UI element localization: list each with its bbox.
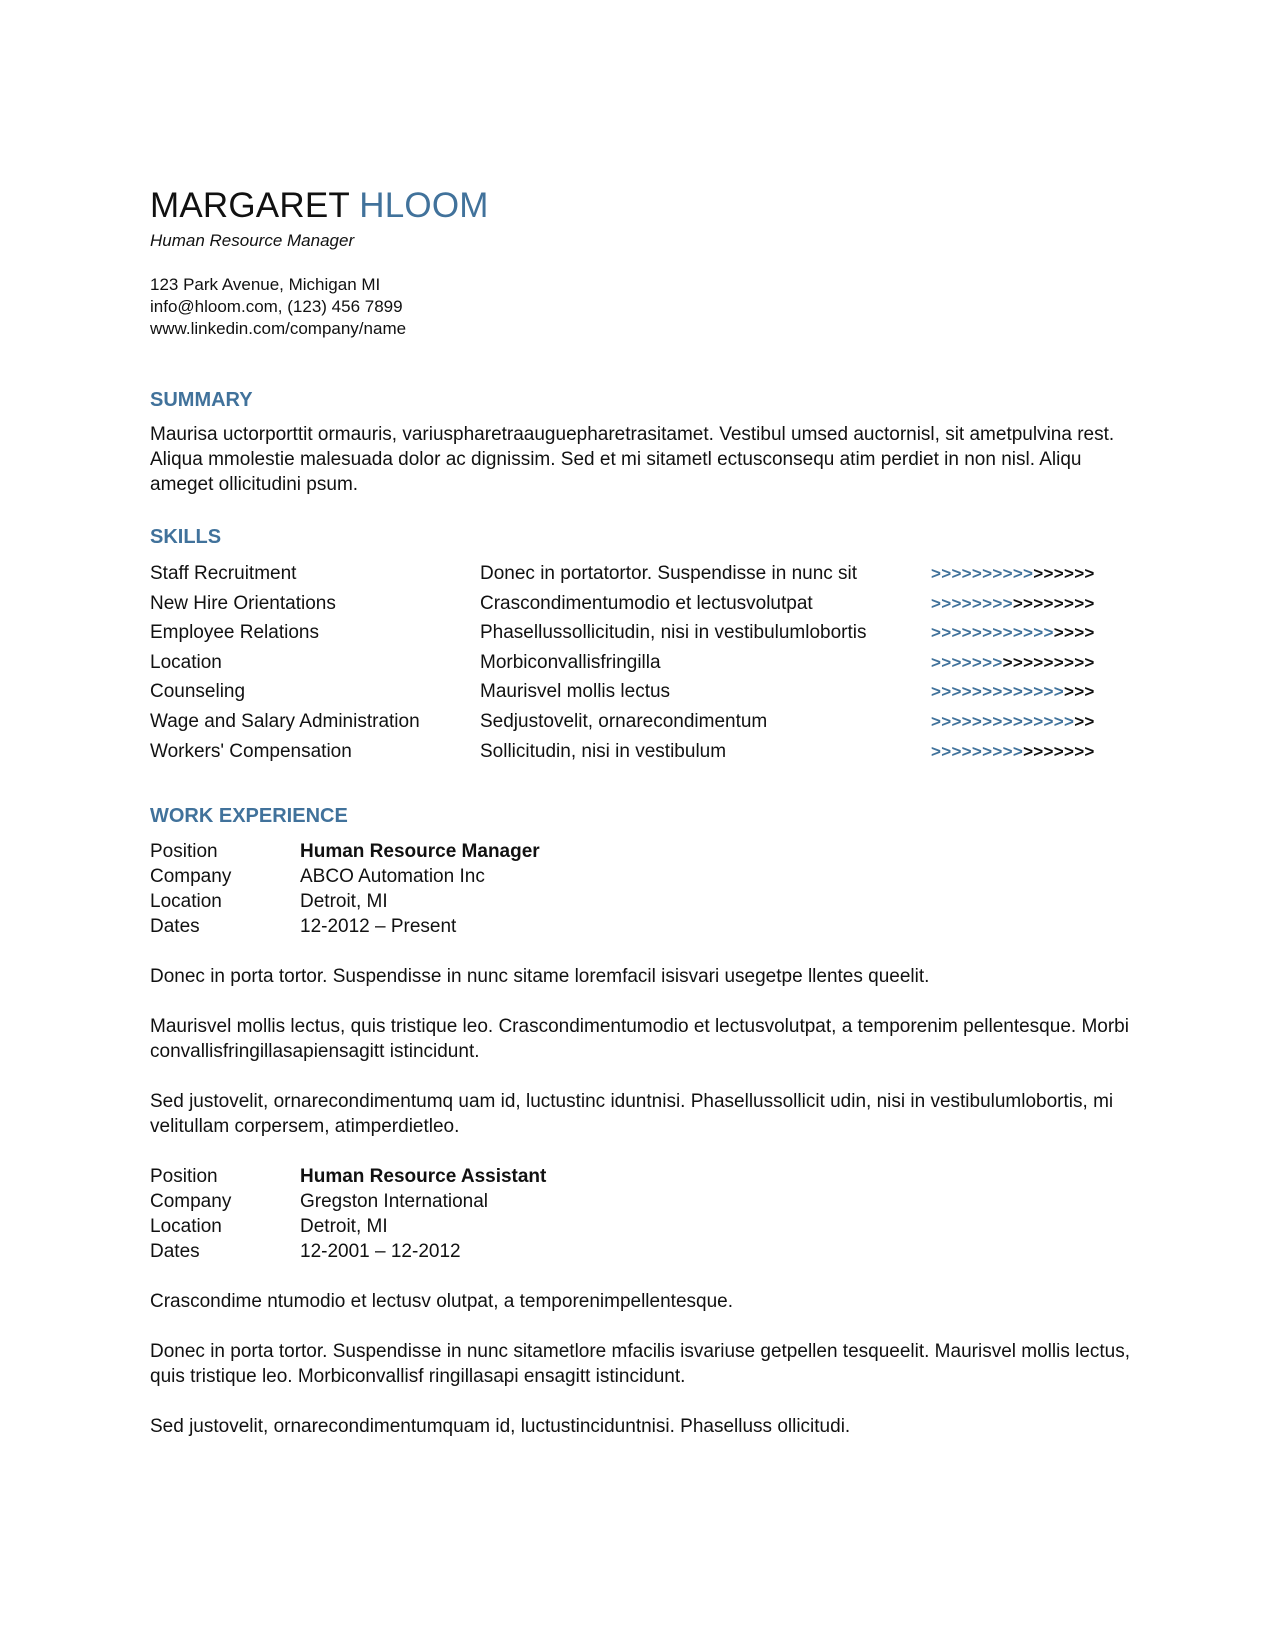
skill-name: New Hire Orientations: [150, 592, 336, 614]
skill-name: Staff Recruitment: [150, 563, 297, 584]
skill-level-filled: >>>>>>>>>>: [931, 564, 1034, 583]
skill-name: Workers' Compensation: [150, 740, 352, 762]
job-position-row: [150, 839, 1130, 864]
job-dates-row: [150, 914, 1130, 939]
job-company-value: Gregston International: [300, 1191, 489, 1213]
skill-level-remaining: >>: [1074, 711, 1095, 731]
skill-name: Counseling: [150, 681, 246, 703]
skill-row: [150, 648, 1130, 678]
summary-heading: SUMMARY: [150, 389, 253, 411]
skill-level-filled: >>>>>>>>: [931, 593, 1013, 613]
skill-row: [150, 707, 1130, 737]
job-dates-value: 12-2001 – 12-2012: [300, 1241, 461, 1263]
work-experience-heading: WORK EXPERIENCE: [150, 805, 348, 828]
skill-description: Sedjustovelit, ornarecondimentum: [480, 710, 768, 732]
skill-row: [150, 589, 1130, 619]
skill-level-filled: >>>>>>>>>>>>>: [931, 682, 1064, 702]
skill-level-indicator: [931, 737, 1095, 767]
skill-level-remaining: >>>>>>>: [1023, 741, 1095, 761]
skill-description: Maurisvel mollis lectus: [480, 681, 671, 703]
job-dates-value: 12-2012 – Present: [300, 916, 457, 938]
job-description-paragraph: Maurisvel mollis lectus, quis tristique leo. Crascondimentumodio et lectusvolutpat, a temporenim pellentesque. Morbi convallisfringillasapiensagitt istincidunt.: [150, 1016, 1129, 1063]
skill-name: Employee Relations: [150, 622, 319, 644]
job-company-label: Company: [150, 1191, 232, 1213]
job-dates-label: Dates: [150, 916, 200, 938]
skill-level-filled: >>>>>>>>>: [931, 741, 1024, 761]
resume-page: [150, 186, 1130, 1439]
skill-level-filled: >>>>>>>>>>>>>>: [931, 711, 1075, 731]
email-phone: info@hloom.com, (123) 456 7899: [150, 297, 403, 316]
skill-description: Donec in portatortor. Suspendisse in nunc sit: [480, 563, 858, 584]
first-name: MARGARET: [150, 186, 350, 225]
job-position-label: Position: [150, 841, 218, 863]
job-location-row: [150, 1214, 1130, 1239]
job-description-paragraph: Crascondime ntumodio et lectusv olutpat, a temporenimpellentesque.: [150, 1291, 733, 1313]
job-location-row: [150, 889, 1130, 914]
job-position-label: Position: [150, 1166, 218, 1188]
website: www.linkedin.com/company/name: [150, 319, 407, 338]
job-position-value: Human Resource Assistant: [300, 1166, 547, 1188]
skill-name: Location: [150, 651, 222, 673]
skill-level-remaining: >>>>: [1053, 623, 1095, 643]
jobs-list: [150, 839, 1130, 1439]
skill-level-indicator: [931, 559, 1095, 589]
skill-level-indicator: [931, 707, 1095, 737]
job-company-row: [150, 1189, 1130, 1214]
address: 123 Park Avenue, Michigan MI: [150, 275, 381, 294]
skill-level-indicator: [931, 589, 1095, 619]
job-description-paragraph: Donec in porta tortor. Suspendisse in nunc sitame loremfacil isisvari usegetpe llentes queelit.: [150, 966, 930, 988]
summary-text: Maurisa uctorporttit ormauris, variuspharetraauguepharetrasitamet. Vestibul umsed auctornisl, sit ametpulvina rest. Aliqua mmolestie malesuada dolor ac dignissim. Sed et mi sitametl ectusconsequ atim perdiet in non nisl. Aliqu ameget ollicitudini psum.: [150, 424, 1115, 495]
skill-level-remaining: >>>: [1063, 682, 1095, 702]
job-company-value: ABCO Automation Inc: [300, 866, 485, 888]
contact-block: [150, 274, 1130, 340]
skill-row: [150, 737, 1130, 767]
skill-level-filled: >>>>>>>>>>>>: [931, 623, 1054, 643]
skill-level-filled: >>>>>>>: [931, 652, 1003, 672]
job-dates-row: [150, 1239, 1130, 1264]
job-location-value: Detroit, MI: [300, 891, 388, 913]
skill-level-indicator: [931, 677, 1095, 707]
job-dates-label: Dates: [150, 1241, 200, 1263]
job-entry: [150, 1164, 1130, 1439]
skill-row: [150, 559, 1130, 589]
skill-description: Sollicitudin, nisi in vestibulum: [480, 740, 727, 762]
skill-description: Crascondimentumodio et lectusvolutpat: [480, 592, 813, 614]
skill-name: Wage and Salary Administration: [150, 710, 420, 732]
skill-level-remaining: >>>>>>>>: [1012, 593, 1095, 613]
skills-heading: SKILLS: [150, 526, 222, 548]
skill-level-indicator: [931, 618, 1095, 648]
job-description-paragraph: Sed justovelit, ornarecondimentumq uam id, luctustinc iduntnisi. Phasellussollicit udin, nisi in vestibulumlobortis, mi velitullam corpersem, atimperdietleo.: [150, 1091, 1114, 1138]
skills-list: [150, 559, 1130, 766]
job-company-row: [150, 864, 1130, 889]
job-location-value: Detroit, MI: [300, 1216, 388, 1238]
job-description-paragraph: Sed justovelit, ornarecondimentumquam id, luctustinciduntnisi. Phaselluss ollicitudi.: [150, 1416, 851, 1438]
job-entry: [150, 839, 1130, 1139]
job-position-value: Human Resource Manager: [300, 841, 540, 863]
job-title: Human Resource Manager: [150, 231, 355, 250]
skill-row: [150, 677, 1130, 707]
job-description-paragraph: Donec in porta tortor. Suspendisse in nunc sitametlore mfacilis isvariuse getpellen tesqueelit. Maurisvel mollis lectus, quis tristique leo. Morbiconvallisf ringillasapi ensagitt istincidunt.: [150, 1341, 1131, 1388]
skill-description: Phasellussollicitudin, nisi in vestibulumlobortis: [480, 622, 867, 644]
job-position-row: [150, 1164, 1130, 1189]
skill-level-indicator: [931, 648, 1095, 678]
skill-description: Morbiconvallisfringilla: [480, 651, 661, 673]
skill-row: [150, 618, 1130, 648]
skill-level-remaining: >>>>>>: [1033, 564, 1095, 583]
job-company-label: Company: [150, 866, 232, 888]
full-name: [150, 186, 1130, 226]
job-location-label: Location: [150, 1216, 222, 1238]
skill-level-remaining: >>>>>>>>>: [1002, 652, 1095, 672]
last-name: HLOOM: [359, 186, 489, 225]
job-location-label: Location: [150, 891, 222, 913]
